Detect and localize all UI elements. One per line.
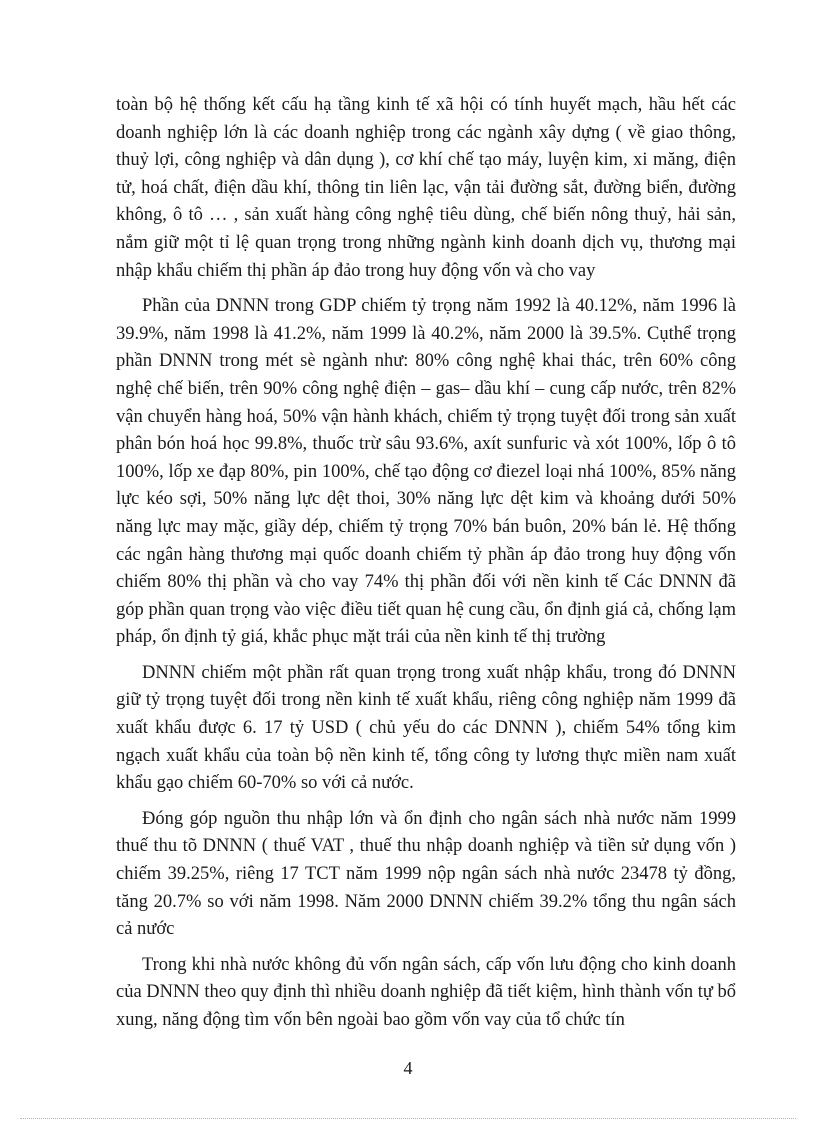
page-number: 4 xyxy=(403,1058,413,1078)
paragraph-3: DNNN chiếm một phần rất quan trọng trong xuất nhập khẩu, trong đó DNNN giữ tỷ trọng tuyệt đối trong nền kinh tế xuất khẩu, riêng công nghiệp năm 1999 đã xuất khẩu được 6. 17 tỷ USD ( chủ yếu do các DNNN ), chiếm 54% tổng kim ngạch xuất khẩu của toàn bộ nền kinh tế, tổng công ty lương thực miền nam xuất khẩu gạo chiếm 60-70% so với cả nước. xyxy=(116,662,736,794)
paragraph-5: Trong khi nhà nước không đủ vốn ngân sách, cấp vốn lưu động cho kinh doanh của DNNN theo quy định thì nhiều doanh nghiệp đã tiết kiệm, hình thành vốn tự bổ xung, năng động tìm vốn bên ngoài bao gồm vốn vay của tổ chức tín xyxy=(116,954,736,1030)
paragraph-2: Phần của DNNN trong GDP chiếm tỷ trọng năm 1992 là 40.12%, năm 1996 là 39.9%, năm 1998 là 41.2%, năm 1999 là 40.2%, năm 2000 là 39.5%. Cụthể trọng phần DNNN trong mét sè ngành như: 80% công nghệ khai thác, trên 60% công nghệ chế biến, trên 90% công nghệ điện – gas– dầu khí – cung cấp nước, trên 82% vận chuyển hàng hoá, 50% vận hành khách, chiếm tỷ trọng tuyệt đối trong sản xuất phân bón hoá học 99.8%, thuốc trừ sâu 93.6%, axít sunfuric và xót 100%, lốp ô tô 100%, lốp xe đạp 80%, pin 100%, chế tạo động cơ điezel loại nhá 100%, 85% năng lực kéo sợi, 50% năng lực dệt thoi, 30% năng lực dệt kim và khoảng dưới 50% năng lực may mặc, giầy dép, chiếm tỷ trọng 70% bán buôn, 20% bán lẻ. Hệ thống các ngân hàng thương mại quốc doanh chiếm tỷ phần áp đảo trong huy động vốn chiếm 80% thị phần và cho vay 74% thị phần đối với nền kinh tế Các DNNN đã góp phần quan trọng vào việc điều tiết quan hệ cung cầu, ổn định giá cả, chống lạm pháp, ổn định tỷ giá, khắc phục mặt trái của nền kinh tế thị trường xyxy=(116,296,736,648)
footer-divider xyxy=(20,1118,796,1119)
paragraph-1: toàn bộ hệ thống kết cấu hạ tầng kinh tế xã hội có tính huyết mạch, hầu hết các doanh nghiệp lớn là các doanh nghiệp trong các ngành xây dựng ( về giao thông, thuỷ lợi, công nghiệp và dân dụng ), cơ khí chế tạo máy, luyện kim, xi măng, điện tử, hoá chất, điện dầu khí, thông tin liên lạc, vận tải đường sắt, đường biển, đường không, ô tô … , sản xuất hàng công nghệ tiêu dùng, chế biến nông thuỷ, hải sản, nắm giữ một tỉ lệ quan trọng trong những ngành kinh doanh dịch vụ, thương mại nhập khẩu chiếm thị phần áp đảo trong huy động vốn và cho vay xyxy=(116,95,736,281)
body-text xyxy=(116,92,736,1043)
paragraph-4: Đóng góp nguồn thu nhập lớn và ổn định cho ngân sách nhà nước năm 1999 thuế thu tõ DNNN ( thuế VAT , thuế thu nhập doanh nghiệp và tiền sử dụng vốn ) chiếm 39.25%, riêng 17 TCT năm 1999 nộp ngân sách nhà nước 23478 tỷ đồng, tăng 20.7% so với năm 1998. Năm 2000 DNNN chiếm 39.2% tổng thu ngân sách cả nước xyxy=(116,808,736,940)
